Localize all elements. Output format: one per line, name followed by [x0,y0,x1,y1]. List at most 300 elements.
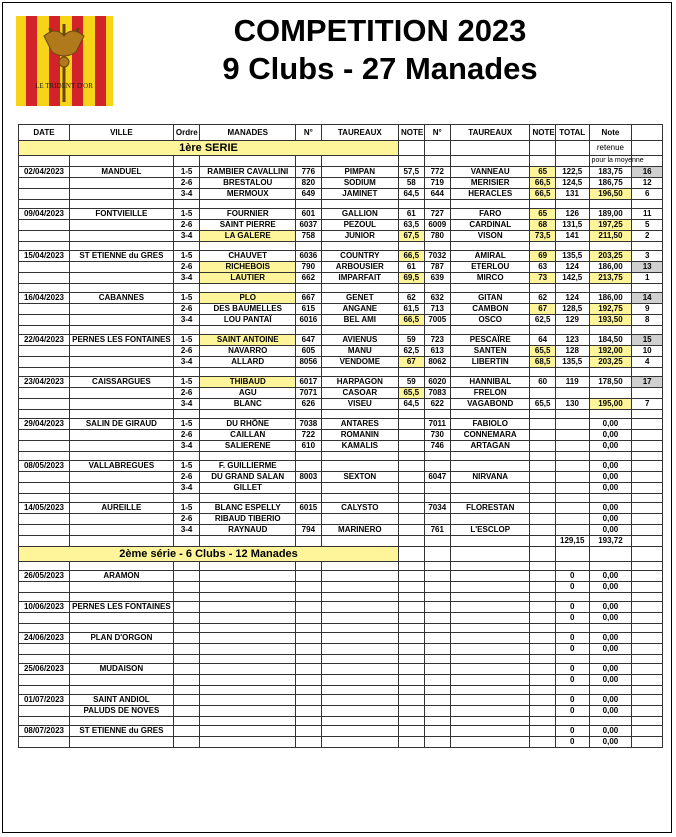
table-row [19,399,663,410]
event-date [19,514,70,525]
empty-cell [450,200,529,209]
event-date: 25/06/2023 [19,664,70,675]
empty-cell [530,717,555,726]
moyenne-row [19,156,663,167]
empty-cell [530,726,555,737]
table-row [19,209,663,220]
table-row [19,602,663,613]
ordre-cell: 3-4 [173,315,199,326]
table-row [19,304,663,315]
event-date [19,737,70,748]
spacer-row [19,200,663,209]
moyenne-cell: 0,00 [589,613,632,624]
moyenne-cell: 0,00 [589,430,632,441]
empty-cell [296,536,321,547]
manade-name: GILLET [200,483,296,494]
empty-cell [555,242,589,251]
empty-cell [399,633,424,644]
table-row [19,377,663,388]
column-header: NOTE [530,125,555,141]
taureau2-name: CARDINAL [450,220,529,231]
event-date: 14/05/2023 [19,503,70,514]
empty-cell [19,536,70,547]
empty-cell [321,242,398,251]
event-date [19,262,70,273]
taureau1-name: PIMPAN [321,167,398,178]
event-ville [69,441,173,452]
empty-cell [200,695,296,706]
taureau1-name: GALLION [321,209,398,220]
taureau1-note: 69,5 [399,273,424,284]
taureau2-number [424,514,450,525]
ordre-cell: 1-5 [173,335,199,346]
taureau1-note: 67 [399,357,424,368]
empty-cell [296,571,321,582]
spacer-row [19,284,663,293]
page-subtitle: 9 Clubs - 27 Manades [222,51,538,86]
empty-cell [589,410,632,419]
empty-cell [173,452,199,461]
event-date: 10/06/2023 [19,602,70,613]
empty-cell [424,613,450,624]
empty-cell [200,633,296,644]
table-row [19,335,663,346]
taureau1-name: HARPAGON [321,377,398,388]
empty-cell [399,156,424,167]
taureau2-note [530,525,555,536]
taureau2-number: 719 [424,178,450,189]
empty-cell [450,644,529,655]
column-header: Ordre [173,125,199,141]
empty-cell [173,562,199,571]
taureau2-note: 66,5 [530,189,555,200]
empty-cell [296,737,321,748]
manade-name: SALIERENE [200,441,296,452]
empty-cell [399,452,424,461]
empty-cell [200,562,296,571]
empty-cell [632,452,663,461]
empty-cell [200,326,296,335]
taureau2-name: NIRVANA [450,472,529,483]
taureau2-name: ARTAGAN [450,441,529,452]
empty-cell [589,200,632,209]
taureau2-note [530,419,555,430]
event-date [19,231,70,242]
empty-cell [555,717,589,726]
taureau1-number: 6015 [296,503,321,514]
empty-cell [632,571,663,582]
event-ville [69,178,173,189]
empty-cell [530,675,555,686]
spacer-row [19,326,663,335]
empty-cell [296,686,321,695]
taureau2-name: ETERLOU [450,262,529,273]
empty-cell [555,562,589,571]
empty-cell [555,624,589,633]
empty-cell [200,686,296,695]
manade-name: CAILLAN [200,430,296,441]
taureau1-number: 647 [296,335,321,346]
table-row [19,726,663,737]
rank-cell [632,503,663,514]
event-date: 09/04/2023 [19,209,70,220]
empty-cell [296,644,321,655]
taureau1-name: COUNTRY [321,251,398,262]
total-cell: 0 [555,582,589,593]
event-ville: PERNES LES FONTAINES [69,335,173,346]
empty-cell [450,695,529,706]
empty-cell [632,284,663,293]
empty-cell [173,593,199,602]
taureau1-number: 626 [296,399,321,410]
taureau1-note: 66,5 [399,251,424,262]
empty-cell [399,613,424,624]
empty-cell [530,624,555,633]
spacer-row [19,655,663,664]
moyenne-cell: 0,00 [589,737,632,748]
taureau2-note [530,503,555,514]
empty-cell [173,200,199,209]
serie-label: 1ère SERIE [19,141,399,156]
table-row [19,633,663,644]
empty-cell [632,326,663,335]
empty-cell [450,141,529,156]
table-row [19,178,663,189]
empty-cell [450,571,529,582]
empty-cell [450,368,529,377]
moyenne-cell: 0,00 [589,675,632,686]
moyenne-cell: 0,00 [589,483,632,494]
empty-cell [632,410,663,419]
taureau2-number: 6020 [424,377,450,388]
empty-cell [530,613,555,624]
trident-logo [16,16,113,106]
event-date [19,388,70,399]
empty-cell [399,737,424,748]
table-row [19,582,663,593]
empty-cell [450,737,529,748]
rank-cell [632,483,663,494]
empty-cell [424,494,450,503]
empty-cell [200,156,296,167]
taureau1-note [399,503,424,514]
table-row [19,514,663,525]
empty-cell [69,494,173,503]
empty-cell [530,602,555,613]
manade-name: THIBAUD [200,377,296,388]
taureau1-note: 59 [399,377,424,388]
empty-cell [450,655,529,664]
total-cell: 0 [555,695,589,706]
event-date [19,706,70,717]
taureau2-note [530,514,555,525]
taureau2-name: FABIOLO [450,419,529,430]
empty-cell [200,452,296,461]
event-ville [69,737,173,748]
empty-cell [321,562,398,571]
empty-cell [296,562,321,571]
average-total: 129,15 [555,536,589,547]
event-date [19,189,70,200]
taureau2-name: OSCO [450,315,529,326]
empty-cell [555,547,589,562]
empty-cell [632,368,663,377]
manade-name: MERMOUX [200,189,296,200]
taureau2-number: 632 [424,293,450,304]
empty-cell [555,494,589,503]
empty-cell [200,602,296,613]
empty-cell [69,624,173,633]
empty-cell [296,717,321,726]
empty-cell [632,562,663,571]
empty-cell [450,156,529,167]
ordre-cell: 2-6 [173,472,199,483]
empty-cell [424,726,450,737]
ordre-cell: 3-4 [173,483,199,494]
taureau2-number: 7005 [424,315,450,326]
taureau2-name: CAMBON [450,304,529,315]
empty-cell [19,326,70,335]
event-ville: MANDUEL [69,167,173,178]
empty-cell [589,452,632,461]
empty-cell [450,686,529,695]
empty-cell [321,284,398,293]
taureau1-note: 62,5 [399,346,424,357]
event-date: 22/04/2023 [19,335,70,346]
taureau1-note: 62 [399,293,424,304]
taureau2-name: FRELON [450,388,529,399]
taureau2-note: 67 [530,304,555,315]
taureau1-note [399,525,424,536]
manade-name: DES BAUMELLES [200,304,296,315]
taureau2-note [530,461,555,472]
taureau1-number: 794 [296,525,321,536]
empty-cell [321,717,398,726]
event-ville: PERNES LES FONTAINES [69,602,173,613]
taureau2-name [450,483,529,494]
moyenne-cell: 196,50 [589,189,632,200]
empty-cell [321,368,398,377]
rank-cell: 5 [632,220,663,231]
taureau1-name: GENET [321,293,398,304]
empty-cell [69,686,173,695]
taureau2-note: 60 [530,377,555,388]
taureau1-note: 58 [399,178,424,189]
manade-name: RAMBIER CAVALLINI [200,167,296,178]
empty-cell [450,410,529,419]
event-date [19,178,70,189]
empty-cell [589,655,632,664]
empty-cell [632,664,663,675]
event-ville [69,189,173,200]
event-date [19,304,70,315]
empty-cell [589,494,632,503]
empty-cell [399,494,424,503]
empty-cell [530,737,555,748]
empty-cell [200,494,296,503]
empty-cell [173,644,199,655]
empty-cell [424,664,450,675]
empty-cell [399,562,424,571]
empty-cell [200,706,296,717]
empty-cell [296,633,321,644]
ordre-cell: 1-5 [173,167,199,178]
taureau1-note: 59 [399,335,424,346]
total-cell: 129 [555,315,589,326]
empty-cell [632,141,663,156]
empty-cell [296,410,321,419]
taureau2-number: 6047 [424,472,450,483]
empty-cell [200,284,296,293]
manade-name: ALLARD [200,357,296,368]
rank-cell [632,419,663,430]
empty-cell [530,706,555,717]
total-cell: 135,5 [555,357,589,368]
empty-cell [555,452,589,461]
empty-cell [450,664,529,675]
ordre-cell: 1-5 [173,209,199,220]
taureau1-note: 61,5 [399,304,424,315]
empty-cell [296,582,321,593]
ordre-cell: 3-4 [173,525,199,536]
manade-name: PLO [200,293,296,304]
empty-cell [296,602,321,613]
empty-cell [424,737,450,748]
taureau1-number: 667 [296,293,321,304]
event-date [19,441,70,452]
empty-cell [69,200,173,209]
ordre-cell: 2-6 [173,388,199,399]
empty-cell [399,706,424,717]
moyenne-cell: 0,00 [589,582,632,593]
total-cell: 0 [555,602,589,613]
empty-cell [589,326,632,335]
empty-cell [321,582,398,593]
total-cell [555,503,589,514]
taureau2-note [530,472,555,483]
empty-cell [450,593,529,602]
manade-name: DU RHÔNE [200,419,296,430]
taureau1-note [399,419,424,430]
event-ville [69,399,173,410]
empty-cell [399,675,424,686]
empty-cell [173,156,199,167]
empty-cell [321,664,398,675]
empty-cell [530,562,555,571]
moyenne-cell: 0,00 [589,726,632,737]
taureau1-number: 610 [296,441,321,452]
empty-cell [399,547,424,562]
table-row [19,388,663,399]
empty-cell [450,326,529,335]
empty-cell [173,613,199,624]
rank-cell: 15 [632,335,663,346]
empty-cell [321,156,398,167]
taureau1-name: MARINERO [321,525,398,536]
empty-cell [321,686,398,695]
empty-cell [200,717,296,726]
empty-cell [424,547,450,562]
ordre-cell: 1-5 [173,461,199,472]
event-date [19,315,70,326]
spacer-row [19,410,663,419]
empty-cell [173,717,199,726]
taureau1-number: 6017 [296,377,321,388]
empty-cell [173,737,199,748]
event-ville [69,262,173,273]
empty-cell [530,686,555,695]
empty-cell [173,536,199,547]
empty-cell [200,571,296,582]
taureau2-note: 65,5 [530,346,555,357]
taureau2-number: 8062 [424,357,450,368]
rank-cell: 8 [632,315,663,326]
ordre-cell: 1-5 [173,503,199,514]
empty-cell [530,242,555,251]
event-ville [69,430,173,441]
empty-cell [200,593,296,602]
empty-cell [296,675,321,686]
rank-cell: 16 [632,167,663,178]
empty-cell [173,571,199,582]
empty-cell [555,326,589,335]
event-ville [69,472,173,483]
table-row [19,695,663,706]
event-ville: PALUDS DE NOVES [69,706,173,717]
event-date [19,613,70,624]
event-date [19,525,70,536]
empty-cell [632,593,663,602]
total-cell: 0 [555,706,589,717]
taureau1-number: 7038 [296,419,321,430]
rank-cell: 2 [632,231,663,242]
taureau1-note: 63,5 [399,220,424,231]
empty-cell [632,717,663,726]
taureau1-name: ANGANE [321,304,398,315]
moyenne-cell: 193,50 [589,315,632,326]
empty-cell [632,706,663,717]
moyenne-cell: 0,00 [589,633,632,644]
logo-text: LE TRIDENT D'OR [35,82,93,90]
taureau1-note [399,483,424,494]
event-date [19,273,70,284]
taureau1-name [321,483,398,494]
taureau2-note: 62,5 [530,315,555,326]
empty-cell [424,571,450,582]
taureau2-name: FLORESTAN [450,503,529,514]
manade-name: F. GUILLIERME [200,461,296,472]
empty-cell [321,624,398,633]
serie-label: 2ème série - 6 Clubs - 12 Manades [19,547,399,562]
empty-cell [399,582,424,593]
empty-cell [424,452,450,461]
event-ville [69,644,173,655]
event-date: 16/04/2023 [19,293,70,304]
taureau2-name: CONNEMARA [450,430,529,441]
total-cell [555,441,589,452]
taureau2-number: 7011 [424,419,450,430]
serie-row [19,547,663,562]
empty-cell [173,242,199,251]
event-date [19,220,70,231]
moyenne-cell: 178,50 [589,377,632,388]
empty-cell [530,593,555,602]
event-date: 15/04/2023 [19,251,70,262]
empty-cell [173,695,199,706]
taureau1-note: 65,5 [399,388,424,399]
empty-cell [399,602,424,613]
empty-cell [450,602,529,613]
